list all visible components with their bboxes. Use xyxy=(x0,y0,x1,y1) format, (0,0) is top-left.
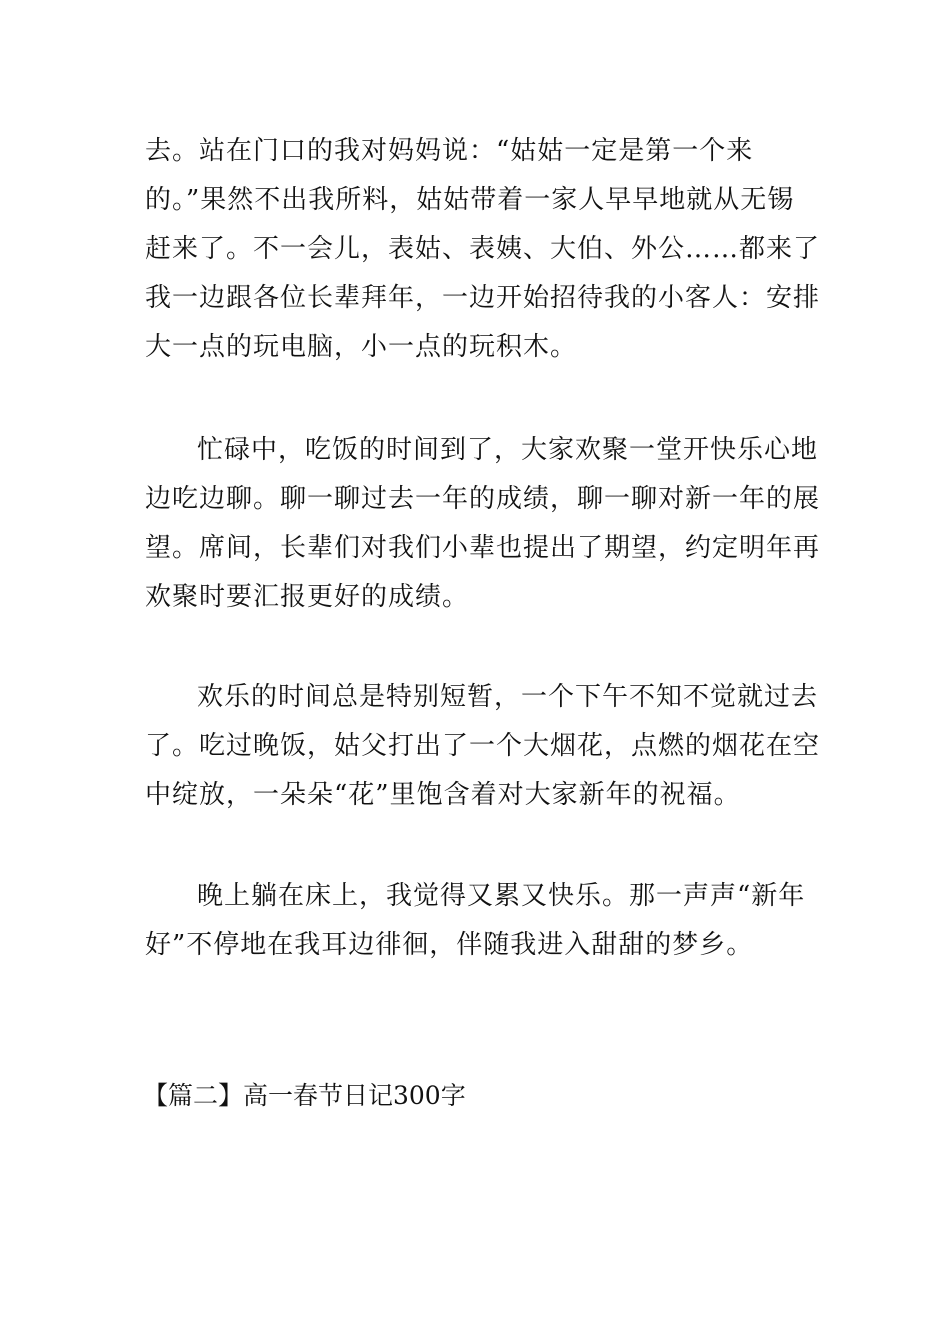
paragraph-1-line-1: 去。站在门口的我对妈妈说：“姑姑一定是第一个来 xyxy=(145,136,754,166)
paragraph-2-line-1: 忙碌中，吃饭的时间到了，大家欢聚一堂开快乐心地 xyxy=(197,435,819,465)
section-heading: 【篇二】高一春节日记300字 xyxy=(143,1081,466,1110)
paragraph-1-line-2: 的。”果然不出我所料，姑姑带着一家人早早地就从无锡 xyxy=(145,185,795,215)
paragraph-3-line-3: 中绽放，一朵朵“花”里饱含着对大家新年的祝福。 xyxy=(145,780,741,810)
paragraph-3-line-2: 了。吃过晚饭，姑父打出了一个大烟花，点燃的烟花在空 xyxy=(145,731,821,761)
paragraph-4-line-2: 好”不停地在我耳边徘徊，伴随我进入甜甜的梦乡。 xyxy=(145,930,754,960)
paragraph-1-line-3: 赶来了。不一会儿，表姑、表姨、大伯、外公……都来了 xyxy=(145,234,821,264)
paragraph-2-line-2: 边吃边聊。聊一聊过去一年的成绩，聊一聊对新一年的展 xyxy=(145,484,821,514)
paragraph-4-line-1: 晚上躺在床上，我觉得又累又快乐。那一声声“新年 xyxy=(197,881,806,911)
paragraph-1-line-5: 大一点的玩电脑，小一点的玩积木。 xyxy=(145,332,578,362)
paragraph-3-line-1: 欢乐的时间总是特别短暂，一个下午不知不觉就过去 xyxy=(197,682,819,712)
paragraph-1-line-4: 我一边跟各位长辈拜年，一边开始招待我的小客人：安排 xyxy=(145,283,821,313)
paragraph-2-line-3: 望。席间，长辈们对我们小辈也提出了期望，约定明年再 xyxy=(145,533,821,563)
paragraph-2-line-4: 欢聚时要汇报更好的成绩。 xyxy=(145,582,470,612)
